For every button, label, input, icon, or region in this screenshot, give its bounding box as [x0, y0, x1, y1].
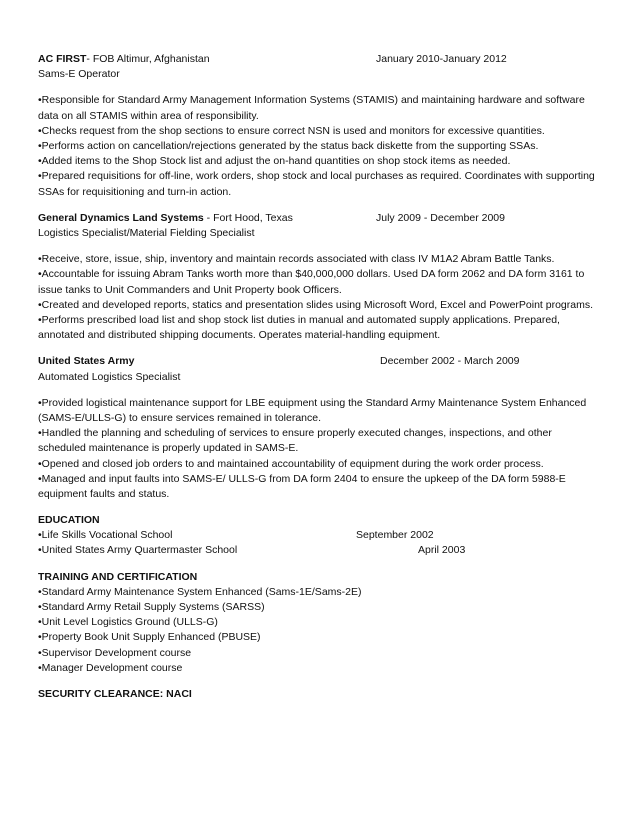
job2-bullet: •Performs prescribed load list and shop stock list duties in manual and automated supply applications. Prepared, annotated and distributed shipping documents. Operates material-handling equipment. — [38, 313, 560, 342]
job3-title: Automated Logistics Specialist — [38, 370, 181, 383]
training-item: •Supervisor Development course — [38, 646, 192, 659]
job2-location: - Fort Hood, Texas — [203, 211, 293, 224]
job3-bullet: •Managed and input faults into SAMS-E/ ULLS-G from DA form 2404 to ensure the upkeep of the DA form 5988-E equipment faults and status. — [38, 472, 566, 500]
security-clearance: SECURITY CLEARANCE: NACI — [38, 687, 192, 700]
training-item: •Manager Development course — [38, 661, 183, 674]
job1-bullet: •Performs action on cancellation/rejections generated by the status back diskette from the supporting SSAs. — [38, 139, 539, 152]
job2-bullet: •Accountable for issuing Abram Tanks worth more than $40,000,000 dollars. Used DA form 2062 and DA form 3161 to issue tanks to Unit Commanders and Unit Property book Officers. — [38, 268, 585, 296]
job1-bullet: •Responsible for Standard Army Management Information Systems (STAMIS) and maintaining hardware and software data on all STAMIS within area of responsibility. — [38, 94, 585, 122]
job2-bullet: •Created and developed reports, statics and presentation slides using Microsoft Word, Excel and PowerPoint programs. — [38, 298, 594, 311]
education-school: •Life Skills Vocational School — [38, 529, 173, 542]
job3-bullet: •Provided logistical maintenance support for LBE equipment using the Standard Army Maintenance System Enhanced (SAMS-E/ULLS-G) to ensure services remained in tolerance. — [38, 396, 587, 424]
job3-dates: December 2002 - March 2009 — [380, 355, 520, 368]
education-item — [38, 543, 608, 558]
job2-title: Logistics Specialist/Material Fielding Specialist — [38, 226, 255, 239]
job1-dates: January 2010-January 2012 — [376, 53, 507, 65]
training-heading: TRAINING AND CERTIFICATION — [38, 570, 198, 583]
education-item — [38, 528, 608, 543]
training-item: •Unit Level Logistics Ground (ULLS-G) — [38, 616, 218, 629]
job1-bullet: •Checks request from the shop sections to ensure correct NSN is used and monitors for excessive quantities. — [38, 124, 545, 137]
job3-header — [38, 354, 608, 369]
job3-employer: United States Army — [38, 355, 135, 368]
job2-employer: General Dynamics Land Systems — [38, 211, 204, 224]
training-item: •Property Book Unit Supply Enhanced (PBUSE) — [38, 631, 261, 644]
job2-header — [38, 211, 608, 226]
job1-header — [38, 52, 608, 67]
education-date: September 2002 — [356, 529, 434, 542]
job1-location: - FOB Altimur, Afghanistan — [86, 53, 210, 65]
job1-bullet: •Added items to the Shop Stock list and adjust the on-hand quantities on shop stock items as needed. — [38, 155, 511, 168]
job1-employer: AC FIRST — [38, 53, 87, 65]
job2-dates: July 2009 - December 2009 — [376, 211, 505, 224]
resume-page — [38, 52, 608, 702]
education-heading: EDUCATION — [38, 514, 100, 527]
education-school: •United States Army Quartermaster School — [38, 544, 238, 557]
training-item: •Standard Army Maintenance System Enhanced (Sams-1E/Sams-2E) — [38, 585, 362, 598]
job3-bullet: •Opened and closed job orders to and maintained accountability of equipment during the work order process. — [38, 457, 544, 470]
job2-bullet: •Receive, store, issue, ship, inventory and maintain records associated with class IV M1A2 Abram Battle Tanks. — [38, 253, 555, 266]
job1-bullet: •Prepared requisitions for off-line, work orders, shop stock and local purchases as required. Coordinates with supporting SSAs for requisitioning and turn-in action. — [38, 170, 595, 198]
job3-bullet: •Handled the planning and scheduling of services to ensure properly executed changes, inspections, and other scheduled maintenance is properly updated in SAMS-E. — [38, 427, 552, 455]
training-item: •Standard Army Retail Supply Systems (SARSS) — [38, 601, 265, 614]
job1-title: Sams-E Operator — [38, 68, 120, 81]
education-date: April 2003 — [418, 544, 466, 557]
